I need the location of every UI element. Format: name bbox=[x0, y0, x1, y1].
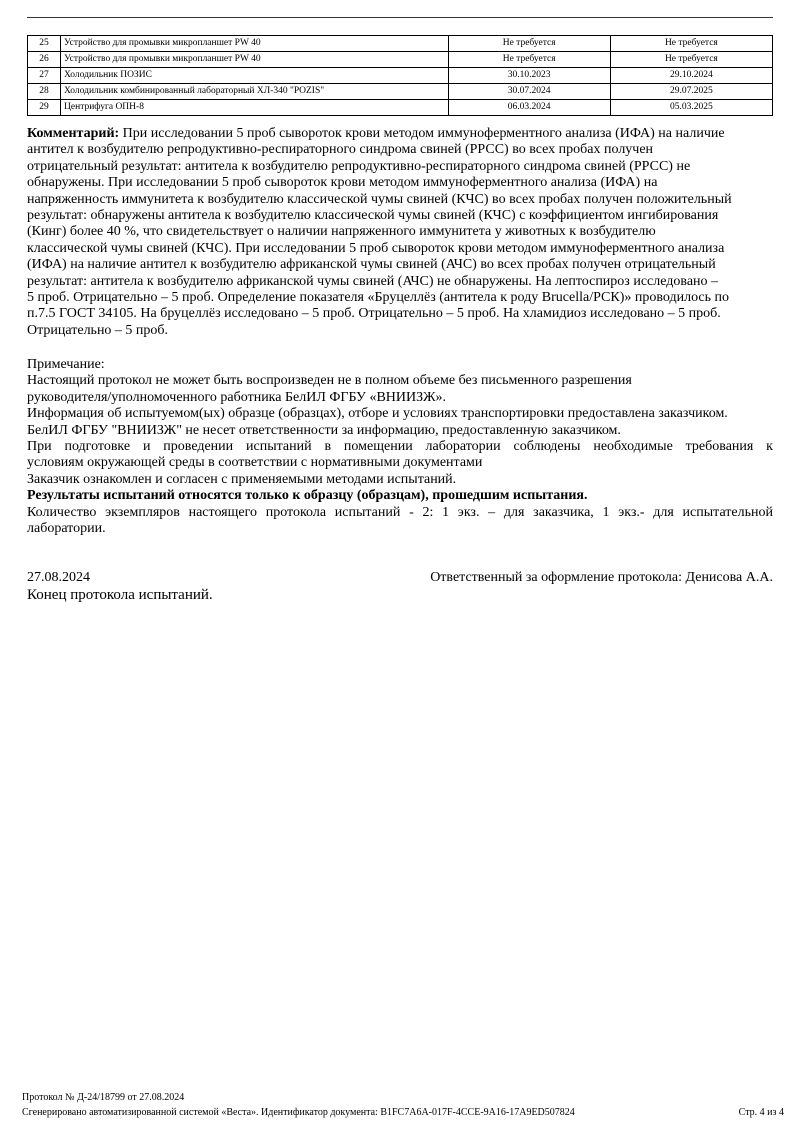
footer-generated: Сгенерировано автоматизированной системой «Веста». Идентификатор документа: B1FC7A6A-017F-4CCE-9A16-17A9ED507824 bbox=[22, 1107, 575, 1118]
note-line: Заказчик ознакомлен и согласен с применяемыми методами испытаний. bbox=[27, 471, 457, 487]
end-of-protocol: Конец протокола испытаний. bbox=[27, 587, 213, 604]
comment-line: антител к возбудителю репродуктивно-респираторного синдрома свиней (РРСС) во всех пробах получен bbox=[27, 142, 654, 158]
next-check-date: 29.10.2024 bbox=[610, 68, 772, 84]
check-date: 30.07.2024 bbox=[448, 84, 610, 100]
comment-line: (Кинг) более 40 %, что свидетельствует о наличии напряженного иммунитета у животных к возбудителю bbox=[27, 224, 656, 240]
signature-block bbox=[27, 570, 773, 604]
equipment-name: Центрифуга ОПН-8 bbox=[61, 100, 449, 116]
comment-label: Комментарий: bbox=[27, 126, 120, 141]
comment-line: классической чумы свиней (КЧС). При исследовании 5 проб сывороток крови методом иммуноферментного анализа bbox=[27, 240, 725, 256]
copies-line: лаборатории. bbox=[27, 521, 106, 537]
comment-line: 5 проб. Отрицательно – 5 проб. Определение показателя «Бруцеллёз (антитела к роду Brucella/РСК)» проводилось по bbox=[27, 290, 730, 306]
comment-text: При исследовании 5 проб сывороток крови методом иммуноферментного анализа (ИФА) на наличие bbox=[119, 126, 725, 141]
next-check-date: Не требуется bbox=[610, 52, 772, 68]
notes-block bbox=[27, 357, 773, 537]
top-rule bbox=[27, 17, 773, 18]
row-number: 27 bbox=[28, 68, 61, 84]
row-number: 28 bbox=[28, 84, 61, 100]
note-line: руководителя/уполномоченного работника БелИЛ ФГБУ «ВНИИЗЖ». bbox=[27, 389, 446, 405]
note-line: При подготовке и проведении испытаний в помещении лаборатории соблюдены необходимые требования к bbox=[27, 439, 773, 455]
comment-line: обнаружены. При исследовании 5 проб сывороток крови методом иммуноферментного анализа (ИФА) на bbox=[27, 175, 658, 191]
equipment-name: Устройство для промывки микропланшет PW 40 bbox=[61, 52, 449, 68]
note-line: БелИЛ ФГБУ "ВНИИЗЖ" не несет ответственности за информацию, предоставленную заказчиком. bbox=[27, 422, 621, 438]
comment-block bbox=[27, 126, 773, 339]
footer-protocol: Протокол № Д-24/18799 от 27.08.2024 bbox=[22, 1092, 185, 1103]
equipment-name: Устройство для промывки микропланшет PW 40 bbox=[61, 36, 449, 52]
check-date: Не требуется bbox=[448, 52, 610, 68]
equipment-table bbox=[27, 35, 773, 116]
row-number: 25 bbox=[28, 36, 61, 52]
comment-line: (ИФА) на наличие антител к возбудителю африканской чумы свиней (АЧС) во всех пробах получен отрицательный bbox=[27, 257, 716, 273]
table-row bbox=[28, 68, 773, 84]
note-line: условиям окружающей среды в соответствии с нормативными документами bbox=[27, 455, 483, 471]
signature-date: 27.08.2024 bbox=[27, 570, 90, 585]
comment-line: результат: антитела к возбудителю африканской чумы свиней (АЧС) не обнаружены. На лептоспироз исследовано – bbox=[27, 273, 719, 289]
comment-line: отрицательный результат: антитела к возбудителю репродуктивно-респираторного синдрома свиней (РРСС) не bbox=[27, 158, 691, 174]
note-line: Настоящий протокол не может быть воспроизведен не в полном объеме без письменного разрешения bbox=[27, 373, 632, 389]
copies-line: Количество экземпляров настоящего протокола испытаний - 2: 1 экз. – для заказчика, 1 экз.- для испытательной bbox=[27, 504, 773, 520]
row-number: 29 bbox=[28, 100, 61, 116]
check-date: 06.03.2024 bbox=[448, 100, 610, 116]
table-row bbox=[28, 100, 773, 116]
next-check-date: 05.03.2025 bbox=[610, 100, 772, 116]
responsible-person: Ответственный за оформление протокола: Денисова А.А. bbox=[430, 570, 773, 585]
notes-title: Примечание: bbox=[27, 357, 105, 372]
equipment-name: Холодильник ПОЗИС bbox=[61, 68, 449, 84]
next-check-date: 29.07.2025 bbox=[610, 84, 772, 100]
table-row bbox=[28, 84, 773, 100]
equipment-name: Холодильник комбинированный лабораторный ХЛ-340 "POZIS" bbox=[61, 84, 449, 100]
table-row bbox=[28, 36, 773, 52]
comment-line: результат: обнаружены антитела к возбудителю классической чумы свиней (КЧС) с коэффициентом ингибирования bbox=[27, 208, 719, 224]
check-date: Не требуется bbox=[448, 36, 610, 52]
next-check-date: Не требуется bbox=[610, 36, 772, 52]
results-disclaimer: Результаты испытаний относятся только к образцу (образцам), прошедшим испытания. bbox=[27, 488, 588, 504]
check-date: 30.10.2023 bbox=[448, 68, 610, 84]
comment-line bbox=[27, 126, 773, 142]
row-number: 26 bbox=[28, 52, 61, 68]
comment-line: п.7.5 ГОСТ 34105. На бруцеллёз исследовано – 5 проб. Отрицательно – 5 проб. На хламидиоз исследовано – 5 проб. bbox=[27, 306, 721, 322]
comment-line: напряженность иммунитета к возбудителю классической чумы свиней (КЧС) во всех пробах получен положительный bbox=[27, 191, 732, 207]
note-line: Информация об испытуемом(ых) образце (образцах), отборе и условиях транспортировки предоставлена заказчиком. bbox=[27, 406, 728, 422]
table-row bbox=[28, 52, 773, 68]
footer-page-number: Стр. 4 из 4 bbox=[738, 1107, 784, 1118]
comment-line: Отрицательно – 5 проб. bbox=[27, 322, 169, 338]
